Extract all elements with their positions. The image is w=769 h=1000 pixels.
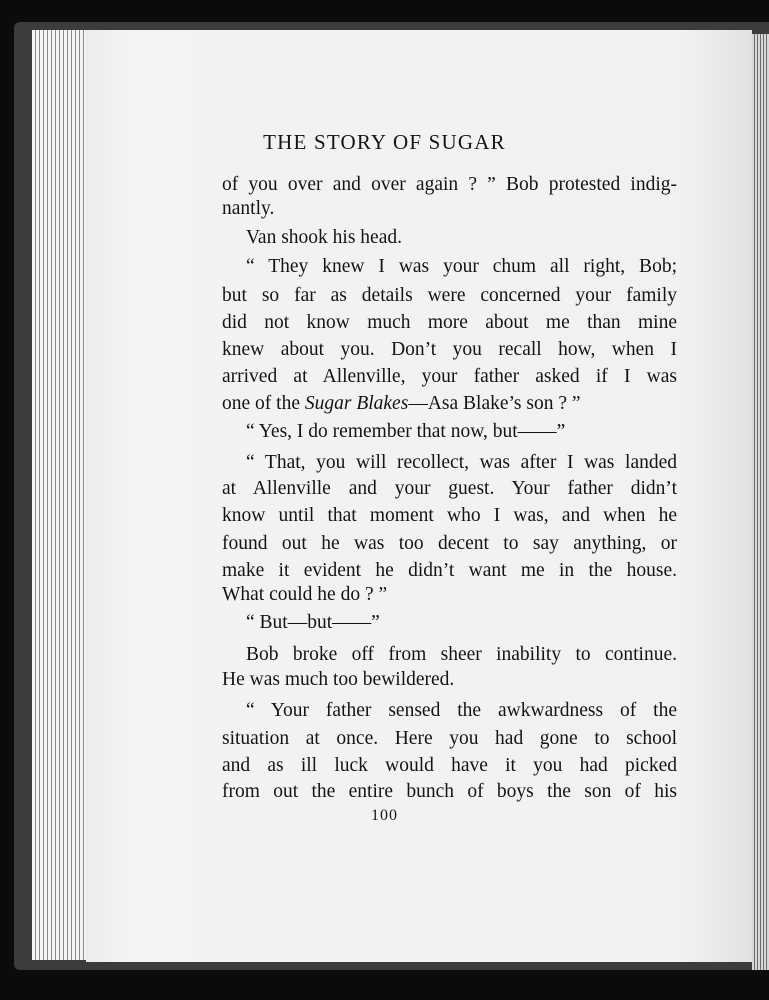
italic-phrase: Sugar Blakes [304, 393, 409, 414]
book-spine-edge [752, 34, 769, 970]
text-line: situation at once. Here you had gone to school [222, 728, 677, 749]
text-line: “ That, you will recollect, was after I was landed [246, 452, 677, 473]
text-line: but so far as details were concerned your family [222, 285, 677, 306]
text-line: found out he was too decent to say anything, or [222, 533, 677, 554]
text-line: “ Your father sensed the awkwardness of the [246, 700, 677, 721]
text-line: “ Yes, I do remember that now, but——” [246, 421, 566, 442]
text-line: Bob broke off from sheer inability to continue. [246, 644, 677, 665]
text-line: “ They knew I was your chum all right, Bob; [246, 256, 677, 277]
text-line: from out the entire bunch of boys the son of his [222, 781, 677, 802]
running-head: THE STORY OF SUGAR [263, 130, 506, 154]
text-line: “ But—but——” [246, 612, 380, 633]
text-line: arrived at Allenville, your father asked if I was [222, 366, 677, 387]
text-line: He was much too bewildered. [222, 669, 455, 690]
page-number: 100 [371, 807, 398, 824]
text-line: know until that moment who I was, and when he [222, 505, 677, 526]
text-line: of you over and over again ? ” Bob protested indig- [222, 174, 677, 195]
text-line: at Allenville and your guest. Your father didn’t [222, 478, 677, 499]
text-line: knew about you. Don’t you recall how, when I [222, 339, 677, 360]
text-line: did not know much more about me than mine [222, 312, 677, 333]
text-line: nantly. [222, 198, 275, 219]
text-line: Van shook his head. [246, 227, 402, 248]
text-line: one of the Sugar Blakes—Asa Blake’s son ? ” [222, 393, 581, 414]
text-line: make it evident he didn’t want me in the house. [222, 560, 677, 581]
text-line: and as ill luck would have it you had picked [222, 755, 677, 776]
text-line: What could he do ? ” [222, 584, 388, 605]
